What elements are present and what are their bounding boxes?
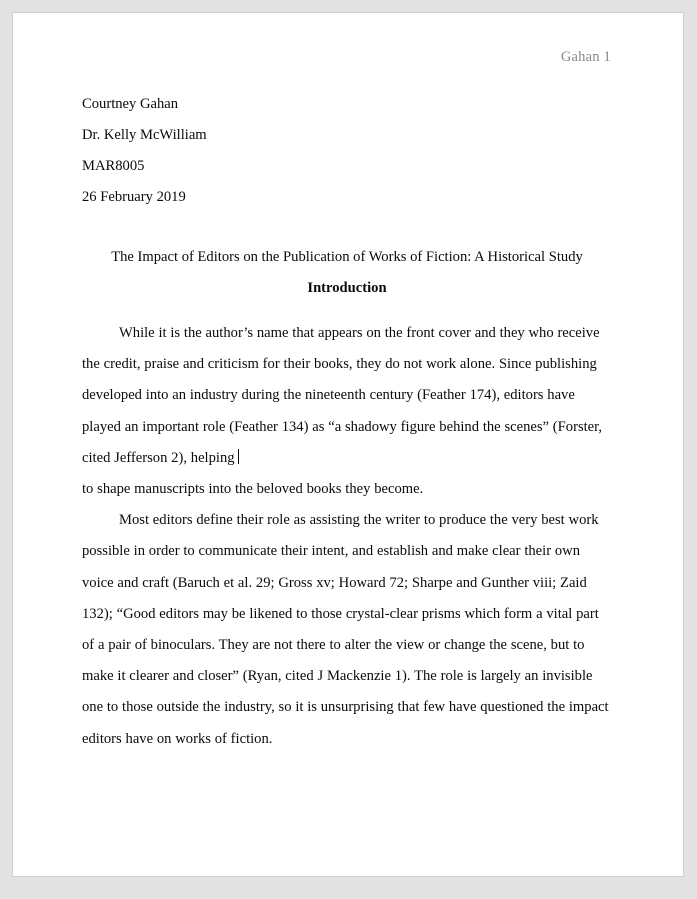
text-caret	[238, 449, 239, 464]
heading-line-instructor: Dr. Kelly McWilliam	[82, 127, 207, 143]
running-header: Gahan 1	[560, 49, 611, 65]
heading-line-course: MAR8005	[82, 158, 145, 174]
paragraph-2[interactable]: Most editors define their role as assisting the writer to produce the very best work possible in order to communicate their intent, and establish and make clear their own voice and craft (Baruch et al. 29; Gross xv; Howard 72; Sharpe and Gunther viii; Zaid 132); “Good editors may be likened to those crystal-clear prisms which form a vital part of a pair of binoculars. They are not there to alter the view or change the scene, but to make it clearer and closer” (Ryan, cited J Mackenzie 1). The role is largely an invisible one to those outside the industry, so it is unsurprising that few have questioned the impact editors have on works of fiction.	[82, 512, 609, 747]
paragraph-1[interactable]	[82, 318, 612, 474]
heading-line-author: Courtney Gahan	[82, 96, 179, 112]
page-title: The Impact of Editors on the Publication of Works of Fiction: A Historical Study	[111, 249, 583, 265]
section-heading-introduction: Introduction	[307, 280, 387, 296]
document-page[interactable]	[12, 12, 684, 877]
document-body[interactable]	[82, 89, 612, 755]
mla-heading-block	[82, 89, 612, 213]
paragraph-1-text: While it is the author’s name that appears on the front cover and they who receive the credit, praise and criticism for their books, they do not work alone. Since publishing developed into an industry during the nineteenth century (Feather 174), editors have played an important role (Feather 134) as “a shadowy figure behind the scenes” (Forster, cited Jefferson 2), helping	[82, 325, 603, 466]
heading-line-date: 26 February 2019	[82, 189, 186, 205]
paragraph-1-continuation[interactable]: to shape manuscripts into the beloved books they become.	[82, 481, 424, 498]
